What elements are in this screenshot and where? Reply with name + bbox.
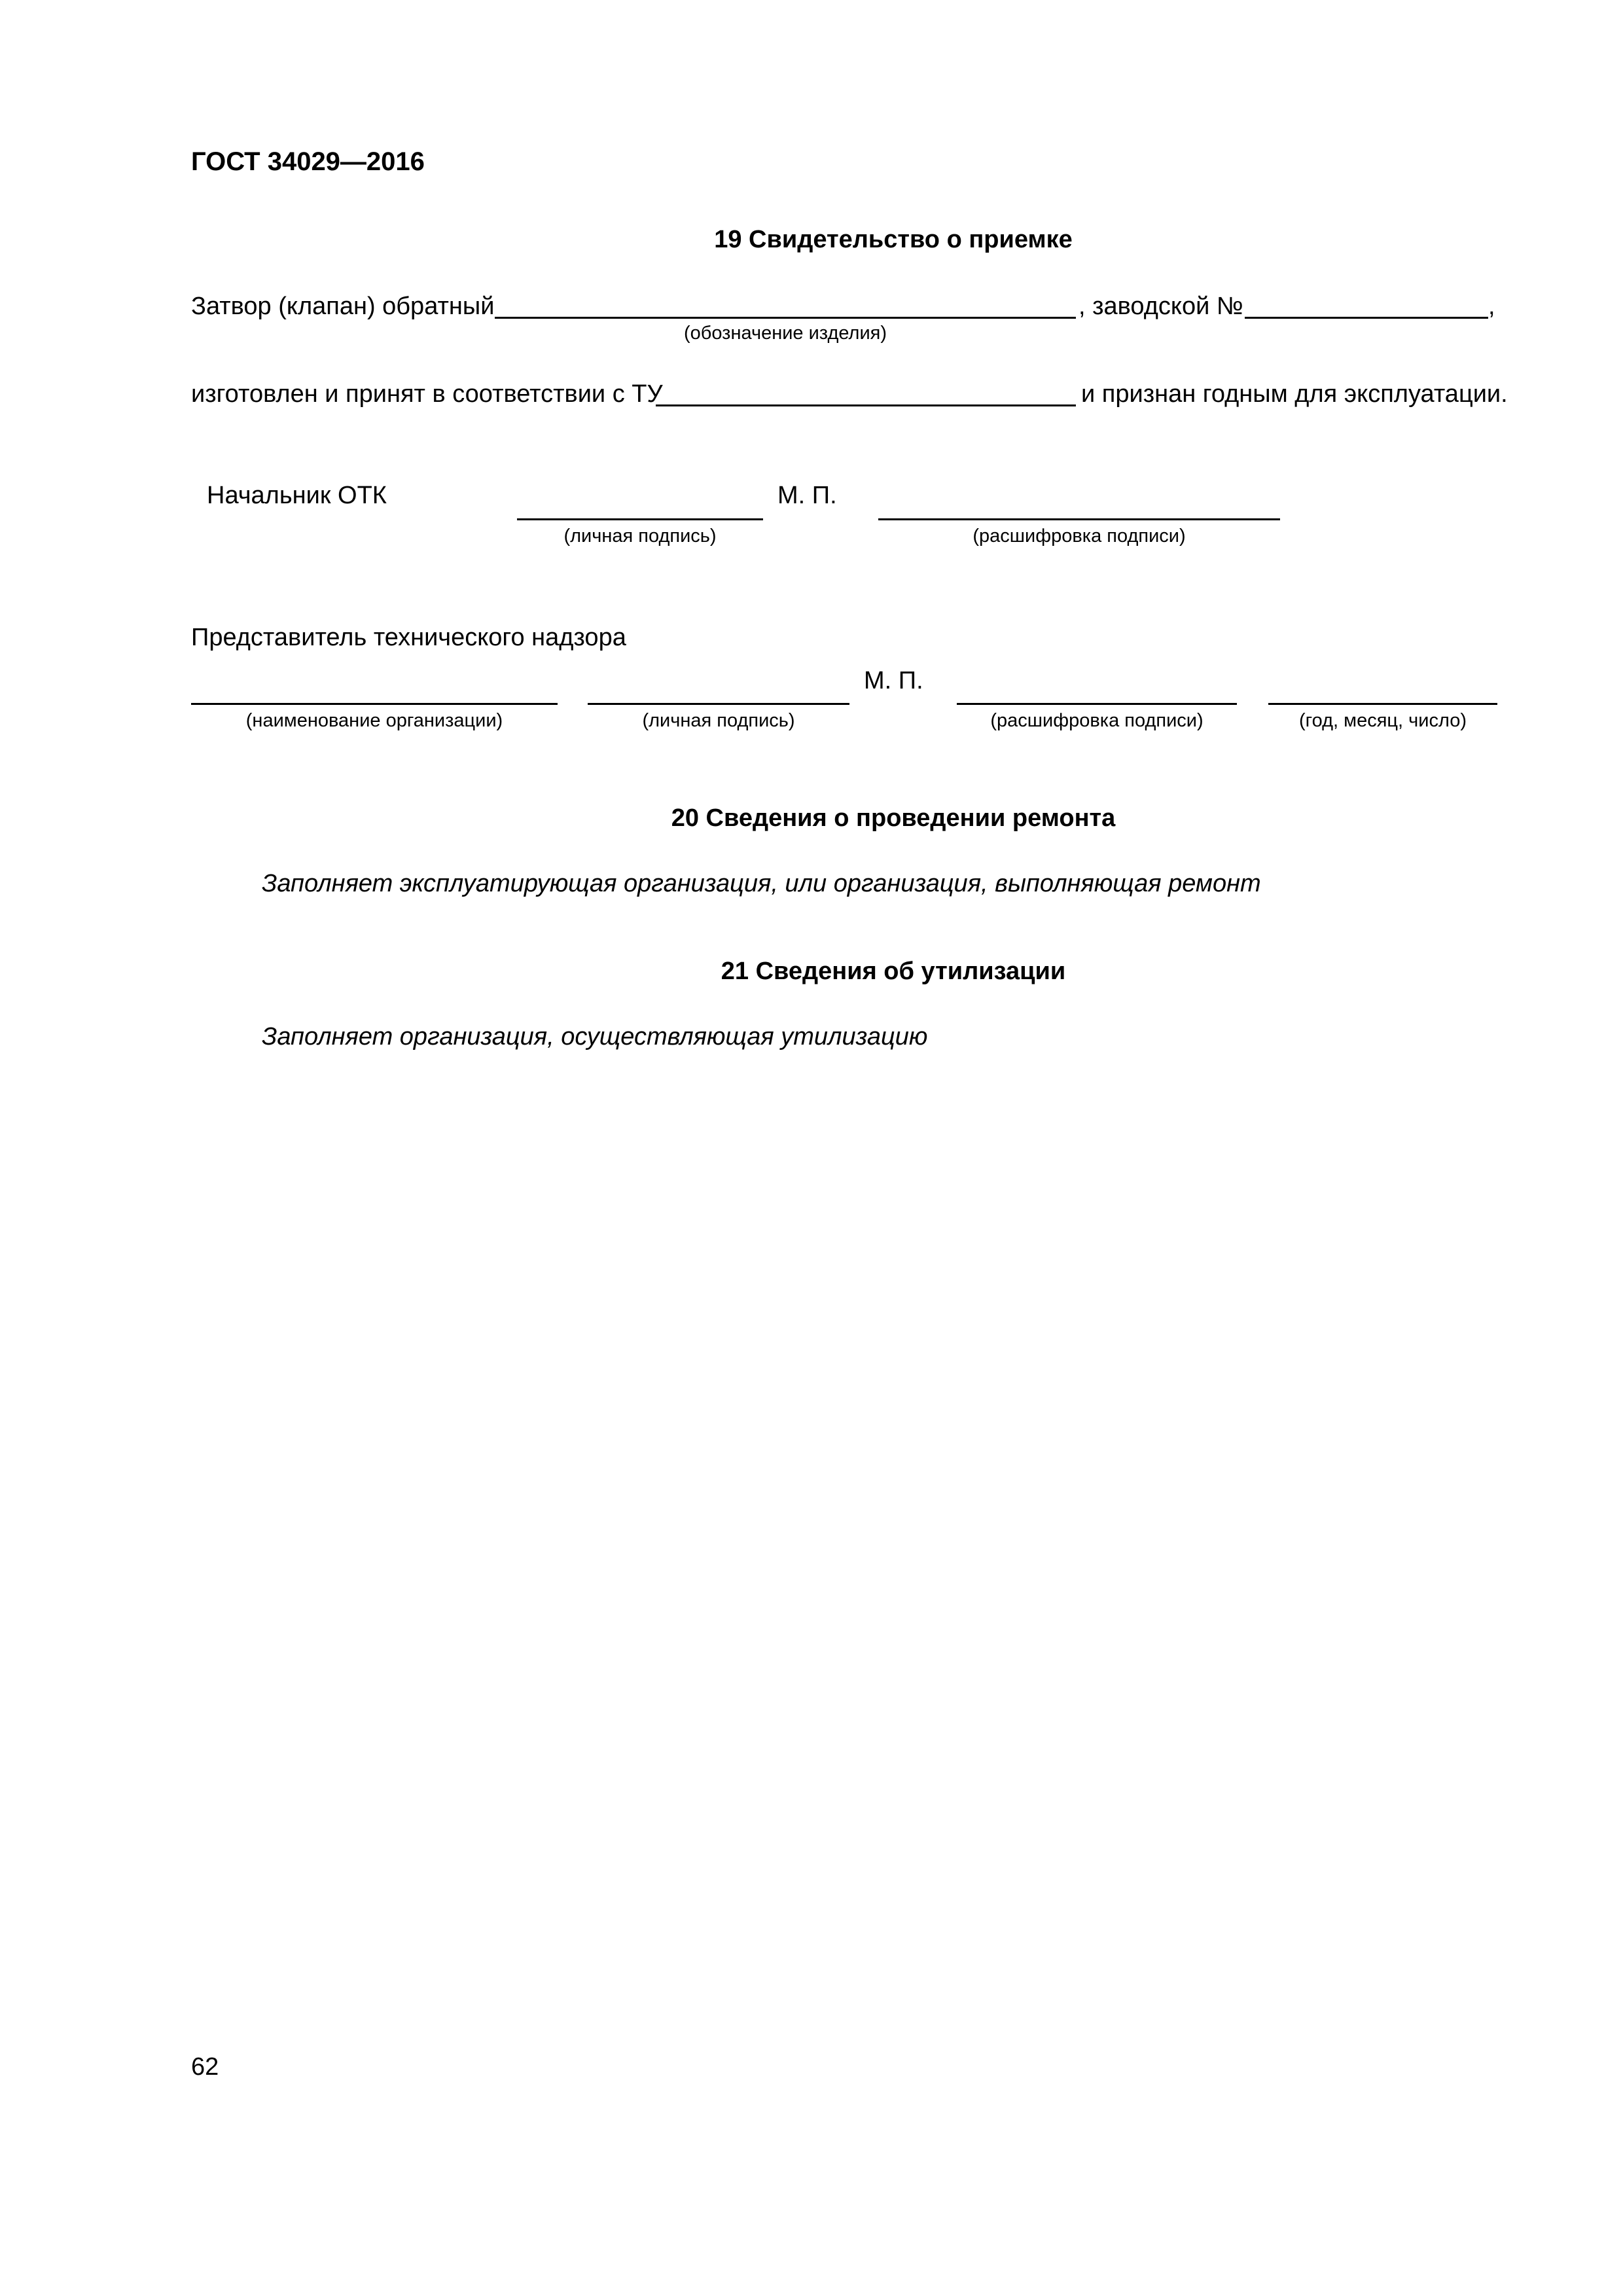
organization-name-field[interactable] [191, 703, 558, 705]
supervision-signature-decoding-field[interactable] [957, 703, 1237, 705]
otk-signature-decoding-field[interactable] [878, 518, 1280, 520]
caption-date: (год, месяц, число) [1299, 710, 1467, 731]
line1-comma: , [1488, 293, 1495, 320]
stamp-place-label-2: М. П. [864, 667, 923, 694]
product-designation-field[interactable] [495, 317, 1076, 319]
section-20-title: 20 Сведения о проведении ремонта [671, 804, 1116, 832]
supervision-representative-label: Представитель технического надзора [191, 624, 626, 651]
otk-signature-field[interactable] [517, 518, 763, 520]
tu-field[interactable] [656, 404, 1076, 406]
caption-personal-signature-1: (личная подпись) [563, 526, 717, 547]
section-19-title: 19 Свидетельство о приемке [714, 226, 1073, 253]
fitness-statement: и признан годным для эксплуатации. [1081, 380, 1508, 408]
caption-product-designation: (обозначение изделия) [683, 323, 887, 344]
tu-label: изготовлен и принят в соответствии с ТУ [191, 380, 663, 408]
caption-organization-name: (наименование организации) [245, 710, 503, 731]
serial-number-field[interactable] [1245, 317, 1488, 319]
page-number: 62 [191, 2053, 219, 2081]
product-label: Затвор (клапан) обратный [191, 293, 495, 320]
stamp-place-label-1: М. П. [777, 482, 837, 509]
caption-signature-decoding-2: (расшифровка подписи) [990, 710, 1204, 731]
serial-number-label: , заводской № [1079, 293, 1243, 320]
caption-personal-signature-2: (личная подпись) [642, 710, 795, 731]
supervision-signature-field[interactable] [588, 703, 849, 705]
section-21-note: Заполняет организация, осуществляющая утилизацию [262, 1023, 928, 1050]
caption-signature-decoding-1: (расшифровка подписи) [972, 526, 1186, 547]
section-21-title: 21 Сведения об утилизации [721, 958, 1066, 985]
otk-head-label: Начальник ОТК [207, 482, 387, 509]
document-code: ГОСТ 34029—2016 [191, 147, 425, 176]
section-20-note: Заполняет эксплуатирующая организация, или организация, выполняющая ремонт [262, 870, 1261, 897]
date-field[interactable] [1268, 703, 1497, 705]
